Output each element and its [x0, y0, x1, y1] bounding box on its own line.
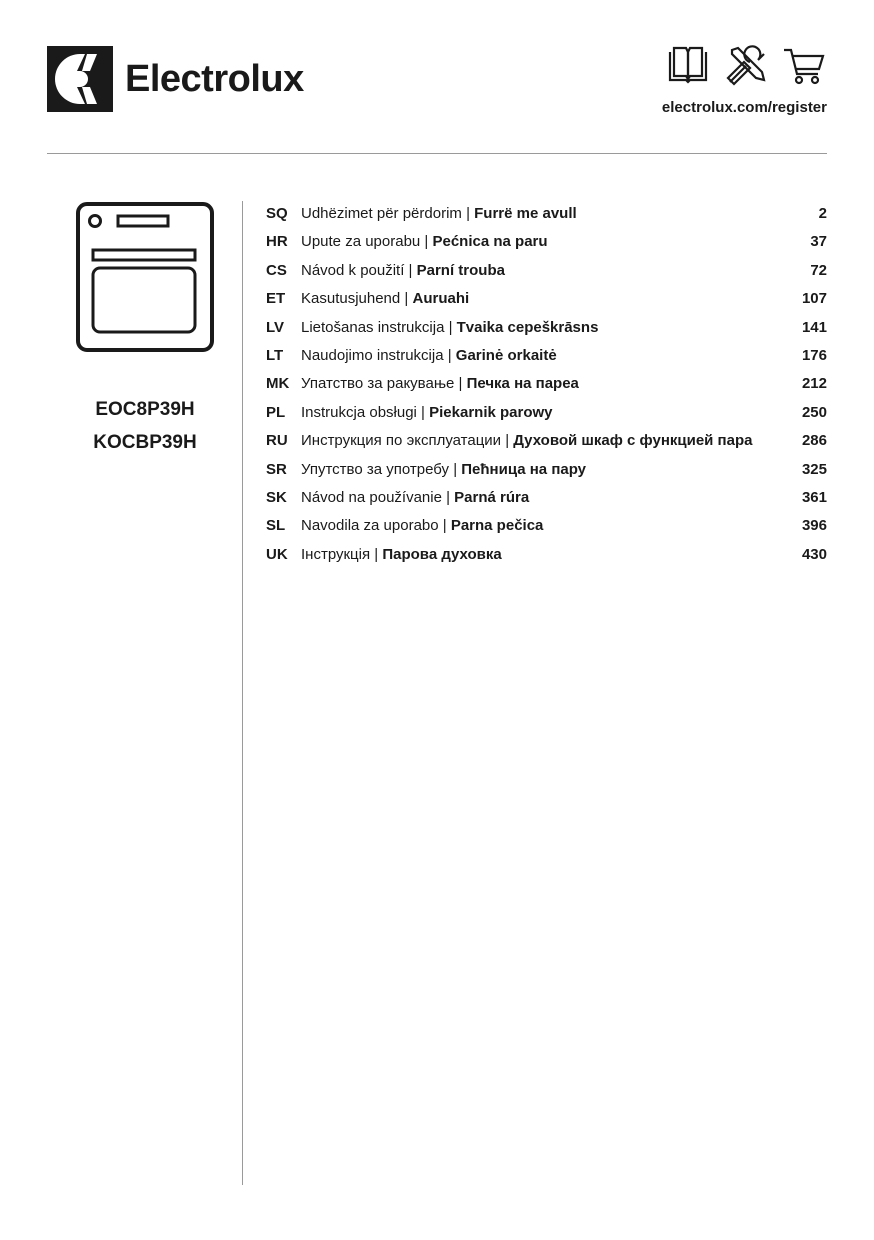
toc-label: Upute za uporabu | [301, 233, 433, 251]
toc-product: Parna pečica [450, 517, 544, 535]
brand-name: Electrolux [125, 58, 304, 100]
column-divider [242, 201, 243, 1185]
toc-label: Инструкция по эксплуатации | [301, 432, 514, 450]
book-icon[interactable] [666, 44, 710, 88]
toc-title [301, 285, 781, 313]
language-code: LT [266, 347, 284, 365]
language-code: PL [266, 403, 286, 421]
toc-title [301, 399, 781, 427]
language-code: SQ [266, 205, 288, 222]
toc-title [301, 456, 781, 484]
register-link[interactable]: electrolux.com/register [661, 99, 827, 116]
toc-row[interactable] [266, 314, 827, 342]
toc-row[interactable] [266, 399, 827, 427]
page-number: 141 [801, 318, 827, 336]
toc-row[interactable] [266, 456, 827, 484]
toc-product: Духовой шкаф с функцией пара [513, 432, 753, 450]
toc-title [301, 200, 781, 228]
toc-label: Упутство за употребу | [301, 460, 462, 478]
toc-label: Návod k použití | [301, 261, 417, 279]
toc-product: Парова духовка [382, 545, 502, 563]
toc-title [301, 541, 781, 569]
page-number: 37 [810, 233, 827, 251]
toc-product: Parní trouba [416, 261, 505, 279]
toc-row[interactable] [266, 285, 827, 313]
toc-row[interactable] [266, 427, 827, 455]
page-number: 72 [810, 261, 827, 279]
toc-row[interactable] [266, 484, 827, 512]
toc-title [301, 314, 781, 342]
toc-title [301, 512, 781, 540]
oven-icon [76, 202, 214, 352]
language-code: LV [266, 318, 285, 336]
toc-label: Kasutusjuhend | [301, 290, 413, 308]
toc-label: Instrukcja obsługi | [301, 403, 430, 421]
toc-label: Navodila za uporabo | [301, 517, 451, 535]
toc-label: Naudojimo instrukcija | [301, 347, 456, 365]
toc-label: Lietošanas instrukcija | [301, 318, 457, 336]
toc-row[interactable] [266, 370, 827, 398]
toc-title [301, 484, 781, 512]
toc-label: Udhëzimet për përdorim | [301, 205, 475, 222]
toc-product: Parná rúra [454, 489, 530, 507]
page-number: 396 [801, 517, 827, 535]
toc-label: Інструкція | [301, 545, 383, 563]
language-code: UK [266, 545, 288, 563]
model-number: KOCBP39H [93, 432, 197, 453]
toc-product: Furrë me avull [474, 205, 577, 222]
toc-product: Печка на пареа [466, 375, 579, 393]
page-number: 430 [801, 545, 827, 563]
language-code: SR [266, 460, 287, 478]
model-number: EOC8P39H [95, 399, 195, 420]
page-number: 176 [801, 347, 827, 365]
language-code: RU [266, 432, 288, 450]
page-number: 2 [818, 205, 827, 222]
tools-icon[interactable] [724, 44, 768, 88]
language-code: ET [266, 290, 286, 308]
toc-product: Piekarnik parowy [429, 403, 553, 421]
toc-row[interactable] [266, 200, 827, 228]
brand-logo [47, 46, 304, 112]
toc-product: Tvaika cepeškrāsns [456, 318, 599, 336]
toc-row[interactable] [266, 228, 827, 256]
language-code: CS [266, 261, 287, 279]
cart-icon[interactable] [782, 44, 826, 88]
toc-title [301, 257, 781, 285]
toc-title [301, 370, 781, 398]
toc-row[interactable] [266, 257, 827, 285]
header-icons [666, 44, 826, 88]
page-number: 325 [801, 460, 827, 478]
toc-product: Garinė orkaitė [455, 347, 557, 365]
toc-product: Pećnica na paru [432, 233, 548, 251]
toc-row[interactable] [266, 541, 827, 569]
language-code: SL [266, 517, 286, 535]
electrolux-logo-icon [47, 46, 113, 112]
language-code: SK [266, 489, 287, 507]
page-number: 361 [801, 489, 827, 507]
toc-title [301, 342, 781, 370]
toc-row[interactable] [266, 512, 827, 540]
page-number: 107 [801, 290, 827, 308]
language-code: MK [266, 375, 290, 393]
toc-label: Návod na používanie | [301, 489, 455, 507]
toc-row[interactable] [266, 342, 827, 370]
toc-label: Упатство за ракување | [301, 375, 467, 393]
toc-title [301, 427, 781, 455]
toc-product: Пећница на пару [461, 460, 587, 478]
toc-title [301, 228, 781, 256]
header-divider [47, 153, 827, 154]
page-number: 286 [801, 432, 827, 450]
page-number: 250 [801, 403, 827, 421]
language-code: HR [266, 233, 288, 251]
toc-product: Auruahi [412, 290, 470, 308]
page-number: 212 [801, 375, 827, 393]
table-of-contents [266, 200, 827, 569]
